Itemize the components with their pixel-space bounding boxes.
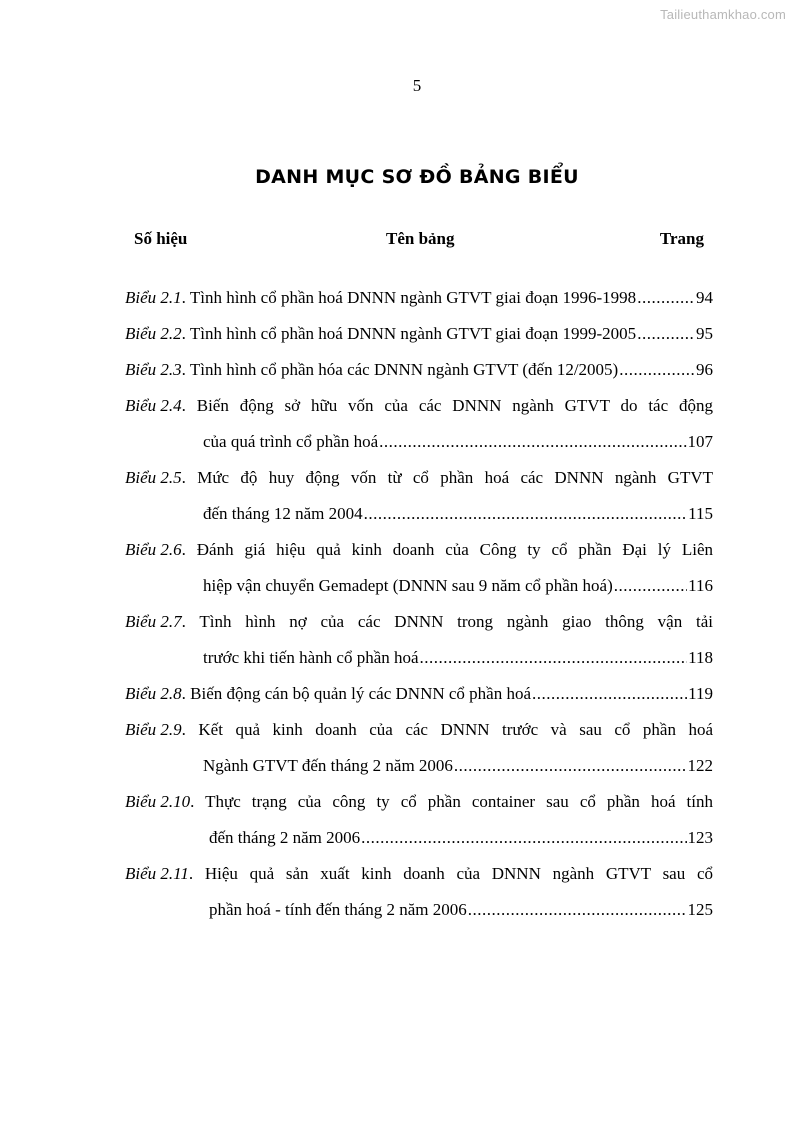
header-number: Số hiệu: [134, 229, 188, 248]
toc-entry[interactable]: [125, 538, 713, 610]
toc-entry[interactable]: [125, 610, 713, 682]
toc-entry[interactable]: [125, 322, 713, 358]
leader-dots: [619, 358, 695, 382]
entry-title: . Biến động sở hữu vốn của các DNNN ngành GTVT do tác động: [181, 396, 713, 415]
entry-page: 115: [688, 504, 713, 523]
leader-dots: [420, 646, 688, 670]
page-number: 5: [412, 76, 422, 95]
entry-label: Biểu 2.10: [125, 792, 191, 811]
entry-page: 116: [688, 576, 713, 595]
entry-label: Biểu 2.11: [125, 864, 189, 883]
entry-label: Biểu 2.4: [125, 396, 182, 415]
entry-title-continued: trước khi tiến hành cổ phần hoá: [203, 648, 419, 667]
leader-dots: [468, 898, 687, 922]
entry-title: . Kết quả kinh doanh của các DNNN trước và sau cổ phần hoá: [181, 720, 713, 739]
toc-entry[interactable]: [125, 682, 713, 718]
toc-entry[interactable]: [125, 718, 713, 790]
entry-page: 123: [687, 828, 713, 847]
entry-title-continued: phần hoá - tính đến tháng 2 năm 2006: [209, 900, 467, 919]
entry-page: 94: [696, 288, 713, 307]
leader-dots: [614, 574, 687, 598]
entry-page: 107: [687, 432, 713, 451]
entry-title-continued: đến tháng 2 năm 2006: [209, 828, 361, 847]
leader-dots: [364, 502, 688, 526]
toc-entry[interactable]: [125, 790, 713, 862]
leader-dots: [637, 286, 695, 310]
entry-page: 125: [687, 900, 713, 919]
toc-entry[interactable]: [125, 394, 713, 466]
entry-page: 96: [696, 360, 713, 379]
entry-label: Biểu 2.5: [125, 468, 182, 487]
column-headers: [134, 229, 704, 253]
watermark: Tailieuthamkhao.com: [660, 7, 786, 22]
entry-title: . Tình hình cổ phần hóa các DNNN ngành GTVT (đến 12/2005): [181, 360, 619, 379]
toc-entry[interactable]: [125, 466, 713, 538]
leader-dots: [379, 430, 686, 454]
leader-dots: [361, 826, 686, 850]
entry-page: 95: [696, 324, 713, 343]
entry-title: . Tình hình nợ của các DNNN trong ngành giao thông vận tải: [181, 612, 713, 631]
entry-page: 122: [687, 756, 713, 775]
entry-label: Biểu 2.6: [125, 540, 182, 559]
entry-label: Biểu 2.9: [125, 720, 182, 739]
entry-title: . Tình hình cổ phần hoá DNNN ngành GTVT giai đoạn 1999-2005: [181, 324, 637, 343]
entry-title-continued: hiệp vận chuyển Gemadept (DNNN sau 9 năm cổ phần hoá): [203, 576, 613, 595]
entry-title: . Thực trạng của công ty cổ phần container sau cổ phần hoá tính: [190, 792, 713, 811]
entry-label: Biểu 2.7: [125, 612, 182, 631]
entry-page: 119: [688, 684, 713, 703]
leader-dots: [532, 682, 687, 706]
table-of-figures: [125, 286, 713, 934]
entry-page: 118: [688, 648, 713, 667]
header-page: Trang: [659, 229, 704, 248]
entry-title-continued: Ngành GTVT đến tháng 2 năm 2006: [203, 756, 453, 775]
entry-title: . Mức độ huy động vốn từ cổ phần hoá các DNNN ngành GTVT: [181, 468, 713, 487]
entry-title: . Đánh giá hiệu quả kinh doanh của Công ty cổ phần Đại lý Liên: [181, 540, 713, 559]
page-title: DANH MỤC SƠ ĐỒ BẢNG BIỂU: [255, 166, 579, 188]
entry-title: . Hiệu quả sản xuất kinh doanh của DNNN ngành GTVT sau cổ: [188, 864, 713, 883]
leader-dots: [637, 322, 695, 346]
entry-label: Biểu 2.8: [125, 684, 182, 703]
entry-title: . Biến động cán bộ quản lý các DNNN cổ phần hoá: [181, 684, 532, 703]
toc-entry[interactable]: [125, 286, 713, 322]
entry-label: Biểu 2.3: [125, 360, 182, 379]
toc-entry[interactable]: [125, 358, 713, 394]
entry-label: Biểu 2.2: [125, 324, 182, 343]
entry-label: Biểu 2.1: [125, 288, 182, 307]
entry-title: . Tình hình cổ phần hoá DNNN ngành GTVT giai đoạn 1996-1998: [181, 288, 637, 307]
entry-title-continued: đến tháng 12 năm 2004: [203, 504, 363, 523]
leader-dots: [454, 754, 687, 778]
entry-title-continued: của quá trình cổ phần hoá: [203, 432, 379, 451]
header-name: Tên bảng: [386, 229, 455, 248]
toc-entry[interactable]: [125, 862, 713, 934]
